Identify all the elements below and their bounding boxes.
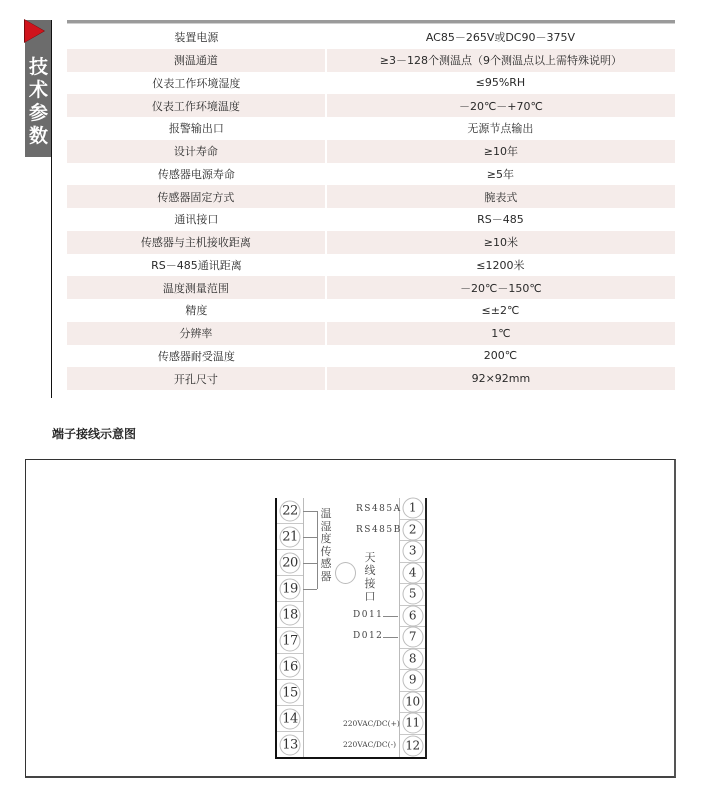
param-value: RS－485	[326, 208, 675, 231]
table-row	[67, 254, 675, 277]
table-row	[67, 299, 675, 322]
param-name: 传感器电源寿命	[67, 163, 326, 186]
param-name: 精度	[67, 299, 326, 322]
terminal-cell	[400, 670, 425, 692]
pin-22: 22	[280, 500, 301, 521]
param-name: 仪表工作环境湿度	[67, 72, 326, 95]
terminal-cell	[277, 706, 303, 732]
lead-line-pin-6	[383, 616, 398, 617]
pin-20: 20	[280, 552, 301, 573]
pin-18: 18	[280, 604, 301, 625]
pin-15: 15	[280, 682, 301, 703]
label-d012: D012	[353, 631, 384, 641]
label-power-negative: 220VAC/DC(-)	[343, 740, 397, 749]
param-value: 92×92mm	[326, 367, 675, 390]
pin-9: 9	[402, 670, 423, 691]
pin-1: 1	[402, 498, 423, 519]
sensor-label	[319, 508, 333, 583]
terminal-cell	[400, 520, 425, 542]
pin-3: 3	[402, 541, 423, 562]
table-row	[67, 185, 675, 208]
label-rs485b: RS485B	[356, 525, 402, 535]
left-terminal-column	[277, 498, 304, 757]
pin-13: 13	[280, 734, 301, 755]
table-row	[67, 163, 675, 186]
param-value: ≥10年	[326, 140, 675, 163]
pin-5: 5	[402, 584, 423, 605]
param-name: 测温通道	[67, 49, 326, 72]
terminal-cell	[277, 680, 303, 706]
sensor-char: 器	[320, 569, 332, 583]
param-value: ≥5年	[326, 163, 675, 186]
table-row	[67, 72, 675, 95]
pin-17: 17	[280, 630, 301, 651]
red-arrow-icon	[25, 20, 44, 42]
table-row	[67, 367, 675, 390]
label-d011: D011	[353, 610, 384, 620]
terminal-cell	[400, 606, 425, 628]
pin-6: 6	[402, 605, 423, 626]
param-name: 装置电源	[67, 26, 326, 49]
table-row	[67, 117, 675, 140]
param-name: 传感器耐受温度	[67, 345, 326, 368]
lead-line-pin-7	[383, 637, 398, 638]
param-name: 开孔尺寸	[67, 367, 326, 390]
param-name: 分辨率	[67, 322, 326, 345]
terminal-cell	[400, 735, 425, 758]
lead-line-pin-19	[303, 589, 317, 590]
pin-10: 10	[402, 691, 423, 712]
param-name: 设计寿命	[67, 140, 326, 163]
terminal-cell	[277, 498, 303, 524]
tab-char: 参	[28, 102, 48, 124]
antenna-char: 接	[364, 577, 376, 590]
param-value: －20℃－150℃	[326, 276, 675, 299]
terminal-cell	[277, 628, 303, 654]
sensor-char: 温	[320, 507, 332, 520]
lead-line-pin-22	[303, 511, 317, 512]
table-row	[67, 26, 675, 49]
terminal-cell	[400, 692, 425, 714]
label-power-positive: 220VAC/DC(+)	[343, 719, 400, 728]
pin-21: 21	[280, 526, 301, 547]
lead-line-pin-21	[303, 537, 317, 538]
param-value: 无源节点输出	[326, 117, 675, 140]
terminal-cell	[400, 541, 425, 563]
param-value: 200℃	[326, 345, 675, 368]
table-row	[67, 231, 675, 254]
sensor-char: 湿	[320, 519, 332, 533]
tab-char: 数	[28, 125, 48, 147]
terminal-cell	[277, 524, 303, 550]
antenna-label	[363, 551, 377, 603]
terminal-cell	[400, 584, 425, 606]
param-name: 通讯接口	[67, 208, 326, 231]
param-value: ≤±2℃	[326, 299, 675, 322]
terminal-cell	[277, 654, 303, 680]
terminal-cell	[400, 713, 425, 735]
table-row	[67, 276, 675, 299]
param-name: RS－485通讯距离	[67, 254, 326, 277]
param-name: 仪表工作环境温度	[67, 94, 326, 117]
section-title-wiring: 端子接线示意图	[52, 427, 137, 441]
terminal-cell	[277, 576, 303, 602]
spec-table	[67, 26, 675, 390]
antenna-char: 口	[364, 590, 376, 603]
antenna-char: 线	[364, 564, 376, 577]
table-row	[67, 322, 675, 345]
pin-14: 14	[280, 708, 301, 729]
table-row	[67, 208, 675, 231]
param-value: ≤1200米	[326, 254, 675, 277]
param-value: ≤95%RH	[326, 72, 675, 95]
pin-2: 2	[402, 519, 423, 540]
table-row	[67, 49, 675, 72]
terminal-cell	[400, 627, 425, 649]
param-value: ≥10米	[326, 231, 675, 254]
antenna-jack-icon	[335, 562, 356, 584]
pin-16: 16	[280, 656, 301, 677]
terminal-block-diagram	[275, 498, 427, 759]
pin-11: 11	[402, 713, 423, 734]
label-rs485a: RS485A	[356, 504, 402, 514]
section-tab-tech-params	[25, 20, 52, 157]
sensor-bus-line	[317, 511, 318, 589]
terminal-cell	[277, 550, 303, 576]
param-name: 温度测量范围	[67, 276, 326, 299]
section-tab-label	[25, 56, 52, 148]
pin-12: 12	[402, 735, 423, 756]
param-name: 传感器固定方式	[67, 185, 326, 208]
tab-char: 术	[28, 79, 48, 101]
lead-line-pin-20	[303, 563, 317, 564]
table-row	[67, 345, 675, 368]
sensor-char: 度	[320, 532, 332, 545]
antenna-char: 天	[364, 551, 376, 564]
pin-19: 19	[280, 578, 301, 599]
right-terminal-column	[399, 498, 425, 757]
table-top-rule	[67, 20, 675, 24]
param-value: ≥3－128个测温点（9个测温点以上需特殊说明）	[326, 49, 675, 72]
sensor-char: 感	[320, 557, 332, 570]
vertical-divider	[51, 20, 52, 398]
terminal-cell	[400, 649, 425, 671]
param-value: －20℃－+70℃	[326, 94, 675, 117]
terminal-cell	[400, 563, 425, 585]
table-row	[67, 140, 675, 163]
terminal-cell	[277, 732, 303, 757]
table-row	[67, 94, 675, 117]
pin-8: 8	[402, 648, 423, 669]
tab-char: 技	[28, 56, 48, 78]
terminal-cell	[277, 602, 303, 628]
pin-7: 7	[402, 627, 423, 648]
param-name: 报警输出口	[67, 117, 326, 140]
param-name: 传感器与主机接收距离	[67, 231, 326, 254]
terminal-cell	[400, 498, 425, 520]
pin-4: 4	[402, 562, 423, 583]
sensor-char: 传	[320, 544, 332, 558]
param-value: AC85－265V或DC90－375V	[326, 26, 675, 49]
param-value: 腕表式	[326, 185, 675, 208]
param-value: 1℃	[326, 322, 675, 345]
